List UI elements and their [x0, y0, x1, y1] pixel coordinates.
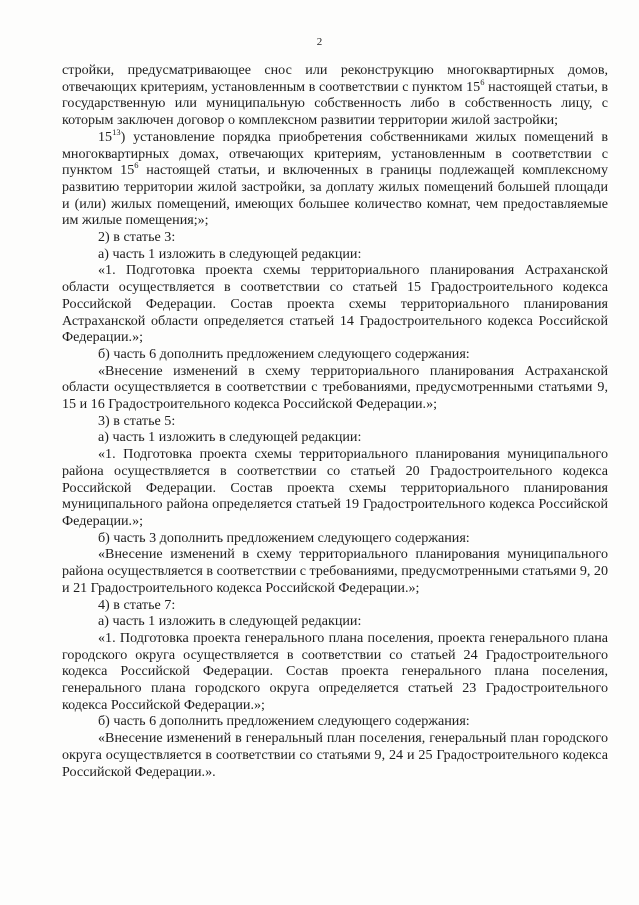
- paragraph-subitem: б) часть 6 дополнить предложением следующего содержания:: [98, 345, 470, 362]
- paragraph-quote: «Внесение изменений в генеральный план поселения, генеральный план городского округа осуществляется в соответствии со статьями 9, 24 и 25 Градостроительного кодекса Российской Федерации.».: [62, 730, 608, 780]
- item-number-superscript: 13: [112, 126, 121, 137]
- paragraph-subitem: а) часть 1 изложить в следующей редакции:: [98, 429, 362, 446]
- item-number: 15: [98, 128, 113, 145]
- superscript: 6: [134, 160, 139, 171]
- paragraph-quote: «1. Подготовка проекта схемы территориального планирования муниципального района осуществляется в соответствии со статьей 20 Градостроительного кодекса Российской Федерации. Состав проекта схемы территориального планирования муниципального района определяется статьей 19 Градостроительного кодекса Российской Федерации.»;: [62, 446, 608, 529]
- paragraph-heading-article-7: 4) в статье 7:: [98, 596, 176, 613]
- paragraph-subitem: а) часть 1 изложить в следующей редакции:: [98, 613, 362, 630]
- superscript: 6: [480, 76, 485, 87]
- paragraph-subitem: а) часть 1 изложить в следующей редакции:: [98, 245, 362, 262]
- paragraph-subitem: б) часть 3 дополнить предложением следующего содержания:: [98, 529, 470, 546]
- page-number: 2: [316, 36, 323, 48]
- paragraph-quote: «1. Подготовка проекта схемы территориального планирования Астраханской области осуществляется в соответствии со статьей 15 Градостроительного кодекса Российской Федерации. Состав проекта схемы территориального планирования Астраханской области определяется статьей 14 Градостроительного кодекса Российской Федерации.»;: [62, 262, 608, 346]
- document-body: [62, 62, 608, 780]
- paragraph-text-tail: настоящей статьи, и включенных в границы подлежащей комплексному развитию территории жилой застройки, за доплату жилых помещений большей площади и (или) жилых помещений, имеющих большее количество комнат, чем предоставляемые им жилые помещения;»;: [62, 162, 608, 229]
- paragraph-quote: «Внесение изменений в схему территориального планирования Астраханской области осуществляется в соответствии с требованиями, предусмотренными статьями 9, 15 и 16 Градостроительного кодекса Российской Федерации.»;: [62, 362, 608, 413]
- paragraph-heading-article-5: 3) в статье 5:: [98, 412, 176, 429]
- paragraph-subitem: б) часть 6 дополнить предложением следующего содержания:: [98, 713, 470, 730]
- paragraph-continuation: [62, 62, 608, 129]
- paragraph-heading-article-3: 2) в статье 3:: [98, 229, 176, 246]
- paragraph-text-tail: настоящей статьи, в государственную или муниципальную собственность либо в собственность лицу, с которым заключен договор о комплексном развитии территории жилой застройки;: [62, 78, 609, 129]
- paragraph-quote: «Внесение изменений в схему территориального планирования муниципального района осуществляется в соответствии с требованиями, предусмотренными статьями 9, 20 и 21 Градостроительного кодекса Российской Федерации.»;: [62, 546, 609, 596]
- paragraph-text: ) установление порядка приобретения собственниками жилых помещений в многоквартирных домах, отвечающих критериям, установленным в соответствии с пунктом 15: [62, 128, 608, 179]
- paragraph-quote: «1. Подготовка проекта генерального плана поселения, проекта генерального плана городского округа осуществляется в соответствии со статьей 24 Градостроительного кодекса Российской Федерации. Состав проекта генерального плана поселения, генерального плана городского округа определяется статьей 23 Градостроительного кодекса Российской Федерации.»;: [62, 629, 608, 713]
- paragraph-text: стройки, предусматривающее снос или реконструкцию многоквартирных домов, отвечающих критериям, установленным в соответствии с пунктом 15: [62, 62, 608, 95]
- paragraph-item-15-13: [62, 126, 608, 229]
